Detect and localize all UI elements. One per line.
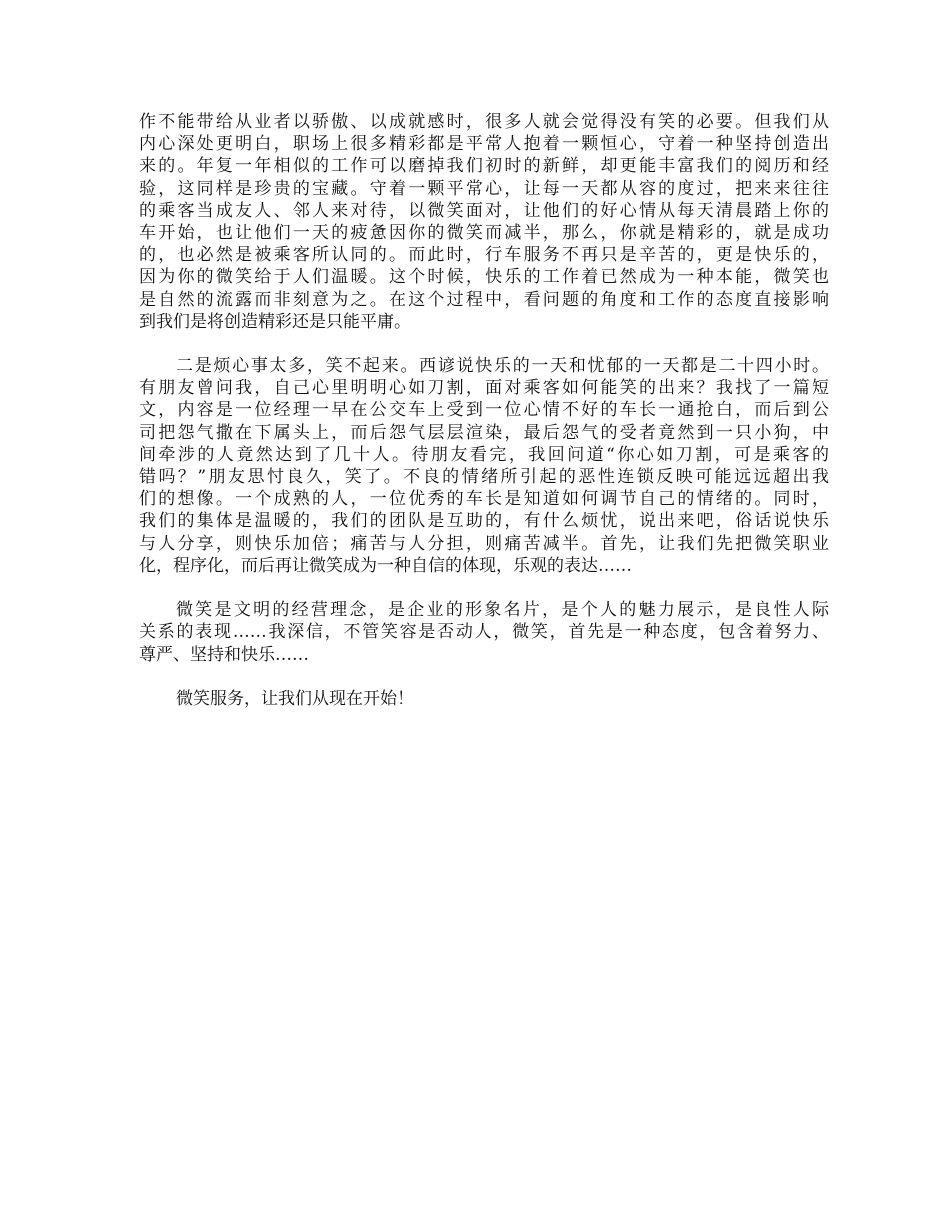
text-line: 到我们是将创造精彩还是只能平庸。 — [139, 311, 411, 332]
paragraph-gap — [139, 666, 829, 688]
text-line: 是自然的流露而非刻意为之。在这个过程中，看问题的角度和工作的态度直接影响 — [139, 289, 829, 310]
text-line: 验，这同样是珍贵的宝藏。守着一颗平常心，让每一天都从容的度过，把来来往往 — [139, 178, 829, 199]
text-line: 文，内容是一位经理一早在公交车上受到一位心情不好的车长一通抢白，而后到公 — [139, 400, 829, 421]
text-line: 的，也必然是被乘客所认同的。而此时，行车服务不再只是辛苦的，更是快乐的， — [139, 245, 829, 266]
text-line: 我们的集体是温暖的，我们的团队是互助的，有什么烦忧，说出来吧，俗话说快乐 — [139, 511, 829, 532]
paragraph-gap — [139, 333, 829, 355]
text-line: 的乘客当成友人、邻人来对待，以微笑面对，让他们的好心情从每天清晨踏上你的 — [139, 200, 829, 221]
text-line: 们的想像。一个成熟的人，一位优秀的车长是知道如何调节自己的情绪的。同时， — [139, 489, 829, 510]
text-line: 微笑是文明的经营理念，是企业的形象名片，是个人的魅力展示，是良性人际 — [176, 600, 829, 621]
paragraph-3 — [139, 599, 829, 666]
paragraph-2 — [139, 355, 829, 577]
text-line: 因为你的微笑给于人们温暖。这个时候，快乐的工作着已然成为一种本能，微笑也 — [139, 267, 829, 288]
text-line: 间牵涉的人竟然达到了几十人。待朋友看完，我回问道“你心如刀割，可是乘客的 — [139, 444, 829, 465]
text-line: 车开始，也让他们一天的疲惫因你的微笑而减半，那么，你就是精彩的，就是成功 — [139, 222, 829, 243]
text-line: 有朋友曾问我，自己心里明明心如刀割，面对乘客如何能笑的出来？我找了一篇短 — [139, 378, 829, 399]
text-line: 关系的表现……我深信，不管笑容是否动人，微笑，首先是一种态度，包含着努力、 — [139, 622, 829, 643]
text-line: 作不能带给从业者以骄傲、以成就感时，很多人就会觉得没有笑的必要。但我们从 — [139, 112, 829, 132]
text-line: 尊严、坚持和快乐…… — [139, 644, 309, 665]
paragraph-gap — [139, 577, 829, 599]
text-line: 二是烦心事太多，笑不起来。西谚说快乐的一天和忧郁的一天都是二十四小时。 — [176, 356, 829, 377]
paragraph-4 — [139, 688, 829, 710]
text-line: 来的。年复一年相似的工作可以磨掉我们初时的新鲜，却更能丰富我们的阅历和经 — [139, 156, 829, 177]
text-line: 与人分享，则快乐加倍；痛苦与人分担，则痛苦减半。首先，让我们先把微笑职业 — [139, 533, 829, 554]
text-line: 化，程序化，而后再让微笑成为一种自信的体现，乐观的表达…… — [139, 555, 632, 576]
text-line: 错吗？”朋友思忖良久，笑了。不良的情绪所引起的恶性连锁反映可能远远超出我 — [139, 467, 829, 487]
document-body — [139, 111, 829, 710]
text-line: 微笑服务，让我们从现在开始！ — [176, 688, 414, 709]
text-line: 司把怨气撒在下属头上，而后怨气层层渲染，最后怨气的受者竟然到一只小狗，中 — [139, 422, 829, 443]
text-line: 内心深处更明白，职场上很多精彩都是平常人抱着一颗恒心，守着一种坚持创造出 — [139, 134, 829, 155]
paragraph-1 — [139, 111, 829, 333]
